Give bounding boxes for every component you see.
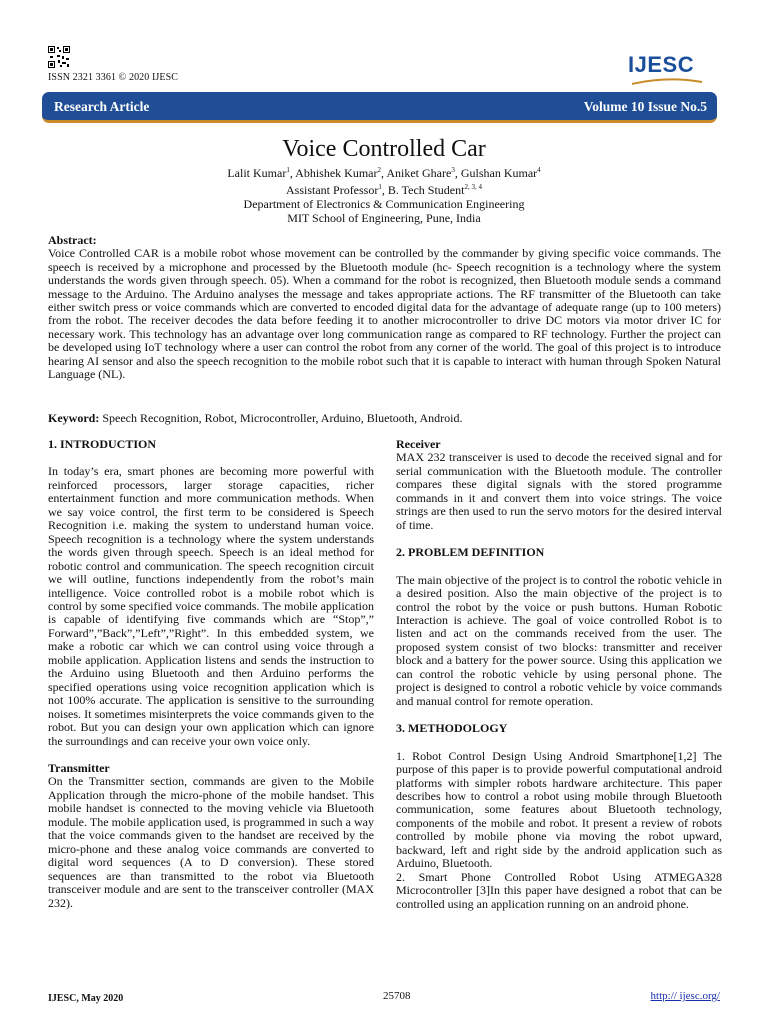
section-heading-problem: 2. PROBLEM DEFINITION [396, 545, 545, 560]
subheading-receiver: Receiver [396, 437, 441, 451]
subheading-transmitter: Transmitter [48, 760, 110, 775]
logo-text: IJESC [628, 52, 695, 77]
author-name: Gulshan Kumar [460, 166, 538, 180]
abstract-text: Voice Controlled CAR is a mobile robot whose movement can be controlled by the commander by giving specific voice commands. The speech is received by a microphone and processed by the Bluetooth module (hc- Speech recognition is a technology where the system understands the words given through speech. 05). When a command for the robot is recognized, then Bluetooth module sends a command message to the Arduino. The Arduino analyses the message and takes appropriate actions. The RF transmitter of the Bluetooth can take either switch press or voice commands which are converted to encoded digital data for the advantage of adequate range (up to 100 meters) from the robot. The receiver decodes the data before feeding it to another microcontroller to drive DC motors via motor driver IC for necessary work. This technology has an advantage over long communication range as compared to RF technology. Further the project can be developed using IoT technology where a user can control the robot from any corner of the world. The goal of this project is to introduce hearing AI sensor and also the speech recognition to the mobile robot such that it is capable to interact with human through Spoken Natural Language (NL). [48, 246, 721, 382]
title-block [0, 135, 768, 225]
receiver-text: MAX 232 transceiver is used to decode the received signal and for serial communication with the Bluetooth module. The controller compares these digital signals with the stored programme commands in it and convert them into voice strings. The voice strings are then used to run the servo motors for the desired interval of time. [396, 450, 722, 532]
transmitter-text: On the Transmitter section, commands are given to the Mobile Application through the micro-phone of the mobile handset. This mobile handset is connected to the moving vehicle via Bluetooth module. The mobile application used, is programmed in such a way that the voice commands given to the handset are received by the micro-phone and these analog voice commands are converted to digital word sequences (A to D conversion). These stored sequences are than transmitted to the robot via Bluetooth transceiver module and are sent to the transceiver controller (MAX 232). [48, 774, 374, 910]
role-name: Assistant Professor [286, 183, 379, 197]
author-name: Aniket Ghare [386, 166, 452, 180]
footer-journal-date: IJESC, May 2020 [48, 993, 124, 1004]
keyword-list: Speech Recognition, Robot, Microcontroller, Arduino, Bluetooth, Android. [102, 411, 463, 425]
author-roles: Assistant Professor$^1$, B. Tech Student$^{2, 3, 4}$ [286, 183, 482, 197]
issn-text: ISSN 2321 3361 © 2020 IJESC [48, 72, 179, 83]
role-name: B. Tech Student [387, 183, 465, 197]
methodology-item-2: 2. Smart Phone Controlled Robot Using ATMEGA328 Microcontroller [3]In this paper have designed a robot that can be controlled using an application running on an android phone. [396, 869, 722, 911]
qr-code-icon [48, 46, 70, 68]
article-type: Research Article [54, 99, 150, 114]
author-name: Lalit Kumar [227, 166, 287, 180]
article-banner [42, 92, 717, 123]
author-name: Abhishek Kumar [295, 166, 378, 180]
right-column [396, 438, 722, 911]
ijesc-logo [628, 52, 706, 86]
methodology-item-1: 1. Robot Control Design Using Android Smartphone[1,2] The purpose of this paper is to provide powerful computational android platforms with simpler robots hardware architecture. This paper describes how to control a robot using mobile through Bluetooth communication, some features about Bluetooth technology, components of the mobile and robot. It present a review of robots controlled by mobile phone via moving the robot upward, backward, left and right side by the android application such as Arduino, Bluetooth. [396, 748, 722, 871]
school: MIT School of Engineering, Pune, India [287, 211, 481, 225]
logo-swoosh-icon [630, 78, 704, 86]
keywords [48, 411, 721, 426]
section-heading-methodology: 3. METHODOLOGY [396, 721, 508, 736]
volume-issue: Volume 10 Issue No.5 [583, 99, 707, 114]
paper-title: Voice Controlled Car [282, 136, 486, 162]
section-heading-introduction: 1. INTRODUCTION [48, 437, 157, 451]
keyword-label: Keyword: [48, 411, 100, 425]
footer-link-wrap [651, 990, 720, 1002]
abstract [48, 234, 721, 381]
author-list: Lalit Kumar$^1$, Abhishek Kumar$^2$, Aniket Ghare$^3$, Gulshan Kumar$^4$ [227, 166, 541, 180]
left-column [48, 438, 374, 910]
introduction-text: In today’s era, smart phones are becoming more powerful with reinforced processors, larger storage capacities, richer entertainment function and more communication methods. When we say voice control, the first term to be considered is Speech Recognition i.e. making the system to understand human voice. Speech recognition is a technology where the system understands the words given through speech. Speech is an ideal method for robotic control and communication. The speech recognition circuit we will outline, functions independently from the robot’s main intelligence. Voice controlled robot is a mobile robot which is control by some specified voice commands. The mobile application is capable of identifying five commands which are “Stop”,” Forward”,”Back”,”Left”,”Right”. In this embedded system, we make a robotic car which we can control using voice through a mobile application. Application listens and sends the instruction to the Arduino using Bluetooth and then Arduino performs the specified operations using voice recognition application which is not 100% accurate. The application is sensitive to the surrounding noises. It sometimes misinterprets the voice commands given to the robot. But you can design your own application which can ignore the surroundings and can receive your own voice only. [48, 464, 374, 748]
problem-text: The main objective of the project is to control the robotic vehicle in a desired position. Also the main objective of the project is to control the robot by the voice or push buttons. Human Robotic Interaction is achieve. The goal of voice controlled Robot is to listen and act on the commands received from the user. The proposed system consist of two blocks: transmitter and receiver block and a battery for the power source. Using this application we can control the robotic vehicle by using personal phone. The project is designed to control a robotic vehicle by voice commands and manual control for remote operation. [396, 572, 722, 708]
abstract-heading: Abstract: [48, 233, 97, 247]
page-number: 25708 [383, 990, 411, 1002]
journal-website-link[interactable]: http:// ijesc.org/ [650, 990, 720, 1002]
department: Department of Electronics & Communication Engineering [243, 197, 525, 211]
